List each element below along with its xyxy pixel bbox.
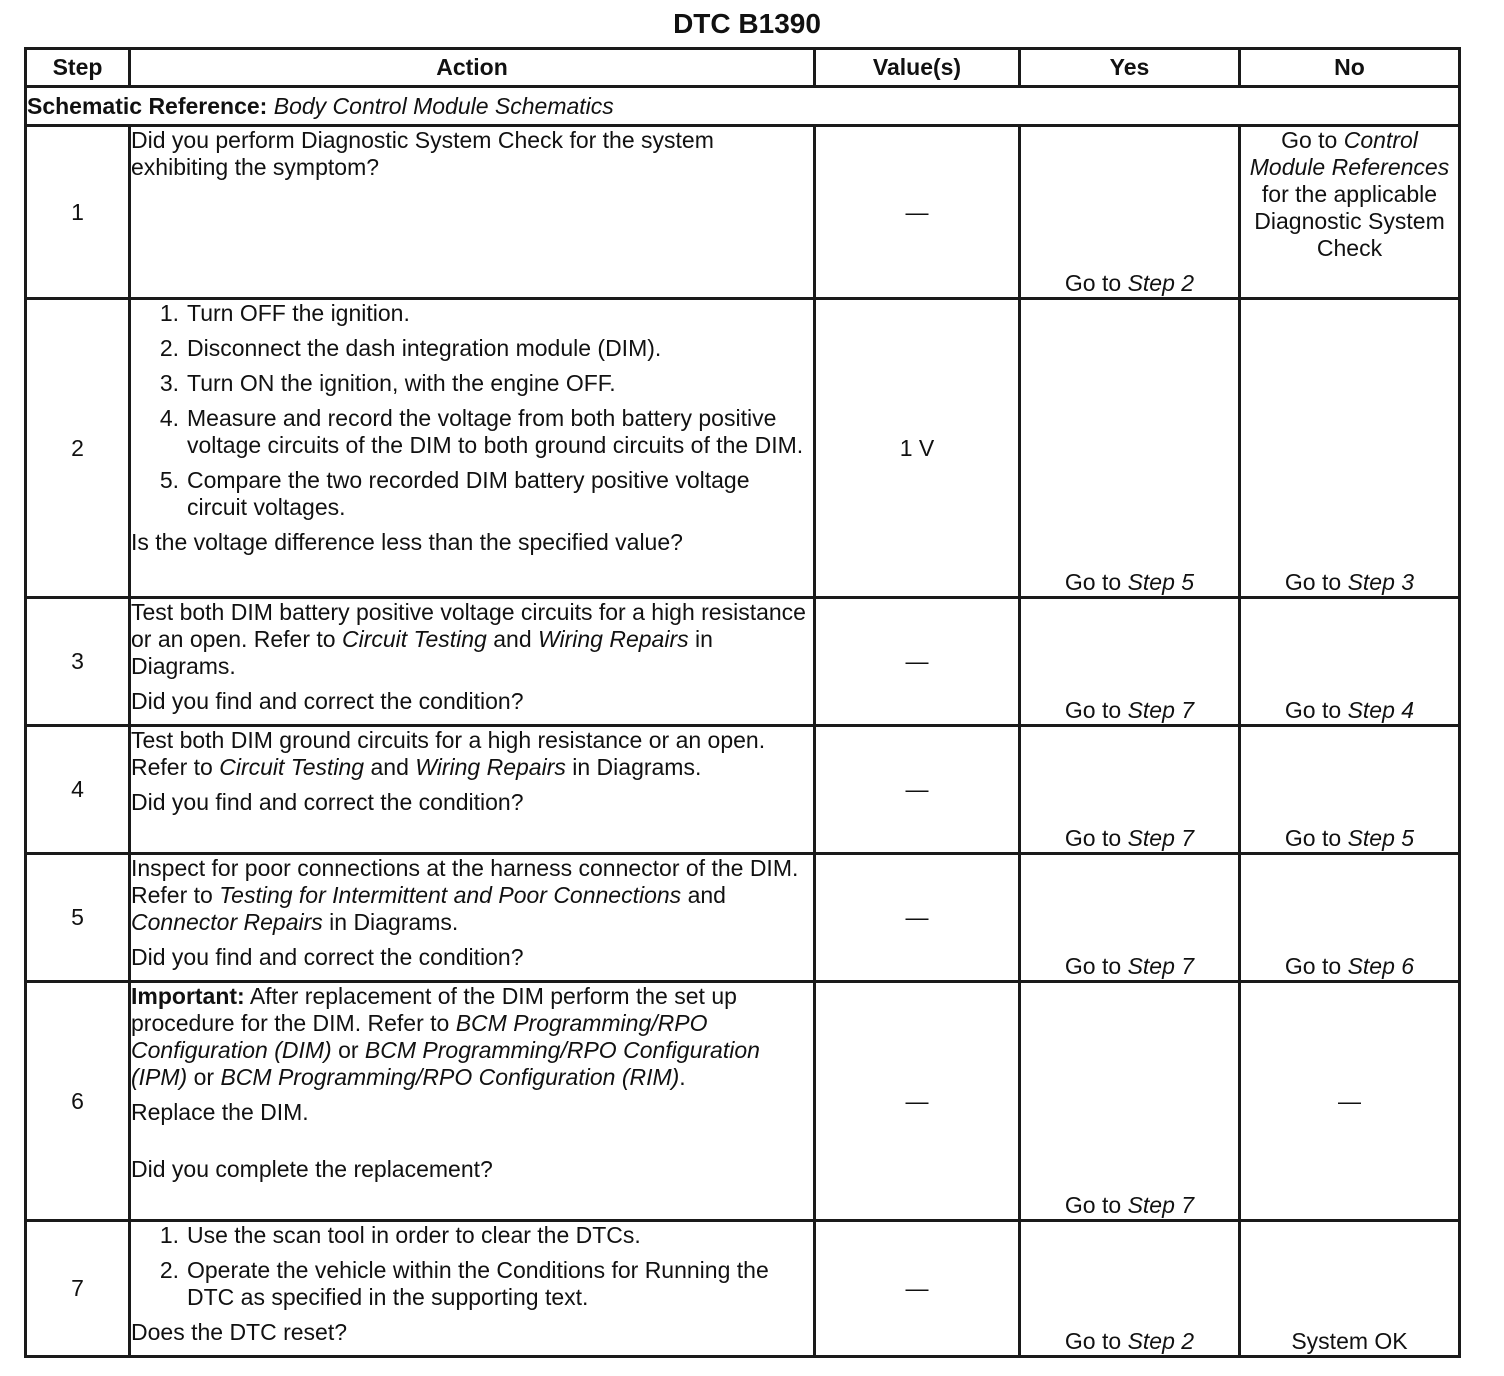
yes-cell <box>1020 982 1240 1221</box>
action-cell <box>130 598 815 726</box>
header-row <box>26 49 1460 87</box>
value-cell: — <box>815 1221 1020 1357</box>
yes-cell <box>1020 598 1240 726</box>
action-text: Test both DIM ground circuits for a high resistance or an open. Refer to Circuit Testing and Wiring Repairs in Diagrams. <box>131 727 766 780</box>
action-cell <box>130 726 815 854</box>
go-to-text: Go to <box>1284 697 1342 723</box>
action-question: Did you find and correct the condition? <box>131 789 524 815</box>
table-row <box>26 1221 1460 1357</box>
bcm-ipm-config-link[interactable]: BCM Programming/RPO Configuration (IPM) <box>131 1037 760 1090</box>
schematic-reference <box>26 87 1460 126</box>
no-cell <box>1240 299 1460 598</box>
diagnostic-table <box>24 47 1461 1358</box>
list-item: 2. Operate the vehicle within the Conditions for Running the DTC as specified in the supporting text. <box>159 1257 769 1310</box>
no-step-link[interactable]: Step 4 <box>1347 697 1415 723</box>
no-cell: System OK <box>1240 1221 1460 1357</box>
circuit-testing-link[interactable]: Circuit Testing <box>341 626 487 652</box>
yes-cell <box>1020 854 1240 982</box>
table-row <box>26 126 1460 299</box>
wiring-repairs-link[interactable]: Wiring Repairs <box>415 754 566 780</box>
list-item: 1. Use the scan tool in order to clear the DTCs. <box>159 1222 641 1248</box>
circuit-testing-link[interactable]: Circuit Testing <box>219 754 365 780</box>
action-cell <box>130 982 815 1221</box>
value-cell: — <box>815 126 1020 299</box>
action-cell <box>130 854 815 982</box>
yes-step-link[interactable]: Step 7 <box>1127 1192 1195 1218</box>
action-text: Test both DIM battery positive voltage circuits for a high resistance or an open. Refer to Circuit Testing and Wiring Repairs in Diagrams. <box>131 599 806 679</box>
action-question: Is the voltage difference less than the specified value? <box>131 529 683 555</box>
table-row <box>26 854 1460 982</box>
yes-step-link[interactable]: Step 7 <box>1127 697 1195 723</box>
no-cell <box>1240 598 1460 726</box>
list-item: 4. Measure and record the voltage from both battery positive voltage circuits of the DIM to both ground circuits of the DIM. <box>159 405 804 458</box>
table-row <box>26 982 1460 1221</box>
list-item: 1. Turn OFF the ignition. <box>159 300 410 326</box>
go-to-text: Go to <box>1064 1192 1122 1218</box>
no-step-link[interactable]: Step 3 <box>1347 569 1415 595</box>
header-values: Value(s) <box>815 49 1020 87</box>
header-action: Action <box>130 49 815 87</box>
go-to-text: Go to <box>1064 953 1122 979</box>
list-item: 5. Compare the two recorded DIM battery positive voltage circuit voltages. <box>159 467 750 520</box>
bcm-rim-config-link[interactable]: BCM Programming/RPO Configuration (RIM) <box>220 1064 680 1090</box>
yes-step-link[interactable]: Step 7 <box>1127 825 1195 851</box>
action-question: Does the DTC reset? <box>131 1319 348 1345</box>
no-step-link[interactable]: Step 5 <box>1347 825 1415 851</box>
no-cell <box>1240 126 1460 299</box>
go-to-text: Go to <box>1281 127 1338 153</box>
testing-intermittent-link[interactable]: Testing for Intermittent and Poor Connections <box>219 882 682 908</box>
action-text: Inspect for poor connections at the harness connector of the DIM. Refer to Testing for Intermittent and Poor Connections and Connector Repairs in Diagrams. <box>131 855 799 935</box>
no-cell <box>1240 854 1460 982</box>
action-question: Did you find and correct the condition? <box>131 944 524 970</box>
control-module-references-link[interactable]: Control Module References <box>1249 127 1450 180</box>
no-text: for the applicable Diagnostic System Check <box>1254 181 1445 261</box>
action-text: Did you perform Diagnostic System Check for the system exhibiting the symptom? <box>131 127 714 180</box>
go-to-text: Go to <box>1284 569 1342 595</box>
go-to-text: Go to <box>1064 697 1122 723</box>
value-cell: — <box>815 598 1020 726</box>
go-to-text: Go to <box>1064 825 1122 851</box>
bcm-dim-config-link[interactable]: BCM Programming/RPO Configuration (DIM) <box>131 1010 708 1063</box>
value-cell: — <box>815 854 1020 982</box>
action-cell <box>130 1221 815 1357</box>
procedure-list <box>131 300 813 521</box>
go-to-text: Go to <box>1284 825 1342 851</box>
header-no: No <box>1240 49 1460 87</box>
go-to-text: Go to <box>1064 569 1122 595</box>
table-row <box>26 726 1460 854</box>
step-number: 2 <box>26 299 130 598</box>
value-cell: — <box>815 982 1020 1221</box>
yes-step-link[interactable]: Step 2 <box>1127 270 1195 296</box>
list-item: 3. Turn ON the ignition, with the engine OFF. <box>159 370 616 396</box>
step-number: 5 <box>26 854 130 982</box>
important-note: Important: After replacement of the DIM perform the set up procedure for the DIM. Refer to BCM Programming/RPO Configuration (DIM) or BCM Programming/RPO Configuration (IPM) or BCM Programming/RPO Configuration (RIM). <box>131 983 760 1090</box>
step-number: 6 <box>26 982 130 1221</box>
header-yes: Yes <box>1020 49 1240 87</box>
yes-step-link[interactable]: Step 5 <box>1127 569 1195 595</box>
table-row <box>26 299 1460 598</box>
yes-step-link[interactable]: Step 7 <box>1127 953 1195 979</box>
wiring-repairs-link[interactable]: Wiring Repairs <box>538 626 689 652</box>
no-cell <box>1240 726 1460 854</box>
yes-cell <box>1020 726 1240 854</box>
no-step-link[interactable]: Step 6 <box>1347 953 1415 979</box>
yes-cell <box>1020 1221 1240 1357</box>
value-cell: 1 V <box>815 299 1020 598</box>
header-step: Step <box>26 49 130 87</box>
step-number: 1 <box>26 126 130 299</box>
go-to-text: Go to <box>1064 270 1122 296</box>
action-question: Did you find and correct the condition? <box>131 688 524 714</box>
value-cell: — <box>815 726 1020 854</box>
action-cell <box>130 299 815 598</box>
table-row <box>26 598 1460 726</box>
yes-cell <box>1020 126 1240 299</box>
list-item: 2. Disconnect the dash integration module (DIM). <box>159 335 662 361</box>
procedure-list <box>131 1222 813 1311</box>
connector-repairs-link[interactable]: Connector Repairs <box>131 909 323 935</box>
action-cell <box>130 126 815 299</box>
schematic-label: Schematic Reference: <box>27 92 268 119</box>
page-title: DTC B1390 <box>673 8 821 39</box>
go-to-text: Go to <box>1064 1328 1122 1354</box>
important-label: Important: <box>131 983 245 1009</box>
yes-cell <box>1020 299 1240 598</box>
step-number: 4 <box>26 726 130 854</box>
yes-step-link[interactable]: Step 2 <box>1127 1328 1195 1354</box>
step-number: 3 <box>26 598 130 726</box>
no-cell: — <box>1240 982 1460 1221</box>
schematic-row <box>26 87 1460 126</box>
schematic-ref: Body Control Module Schematics <box>273 92 614 119</box>
step-number: 7 <box>26 1221 130 1357</box>
go-to-text: Go to <box>1284 953 1342 979</box>
action-text: Replace the DIM. <box>131 1099 309 1125</box>
action-question: Did you complete the replacement? <box>131 1156 493 1182</box>
